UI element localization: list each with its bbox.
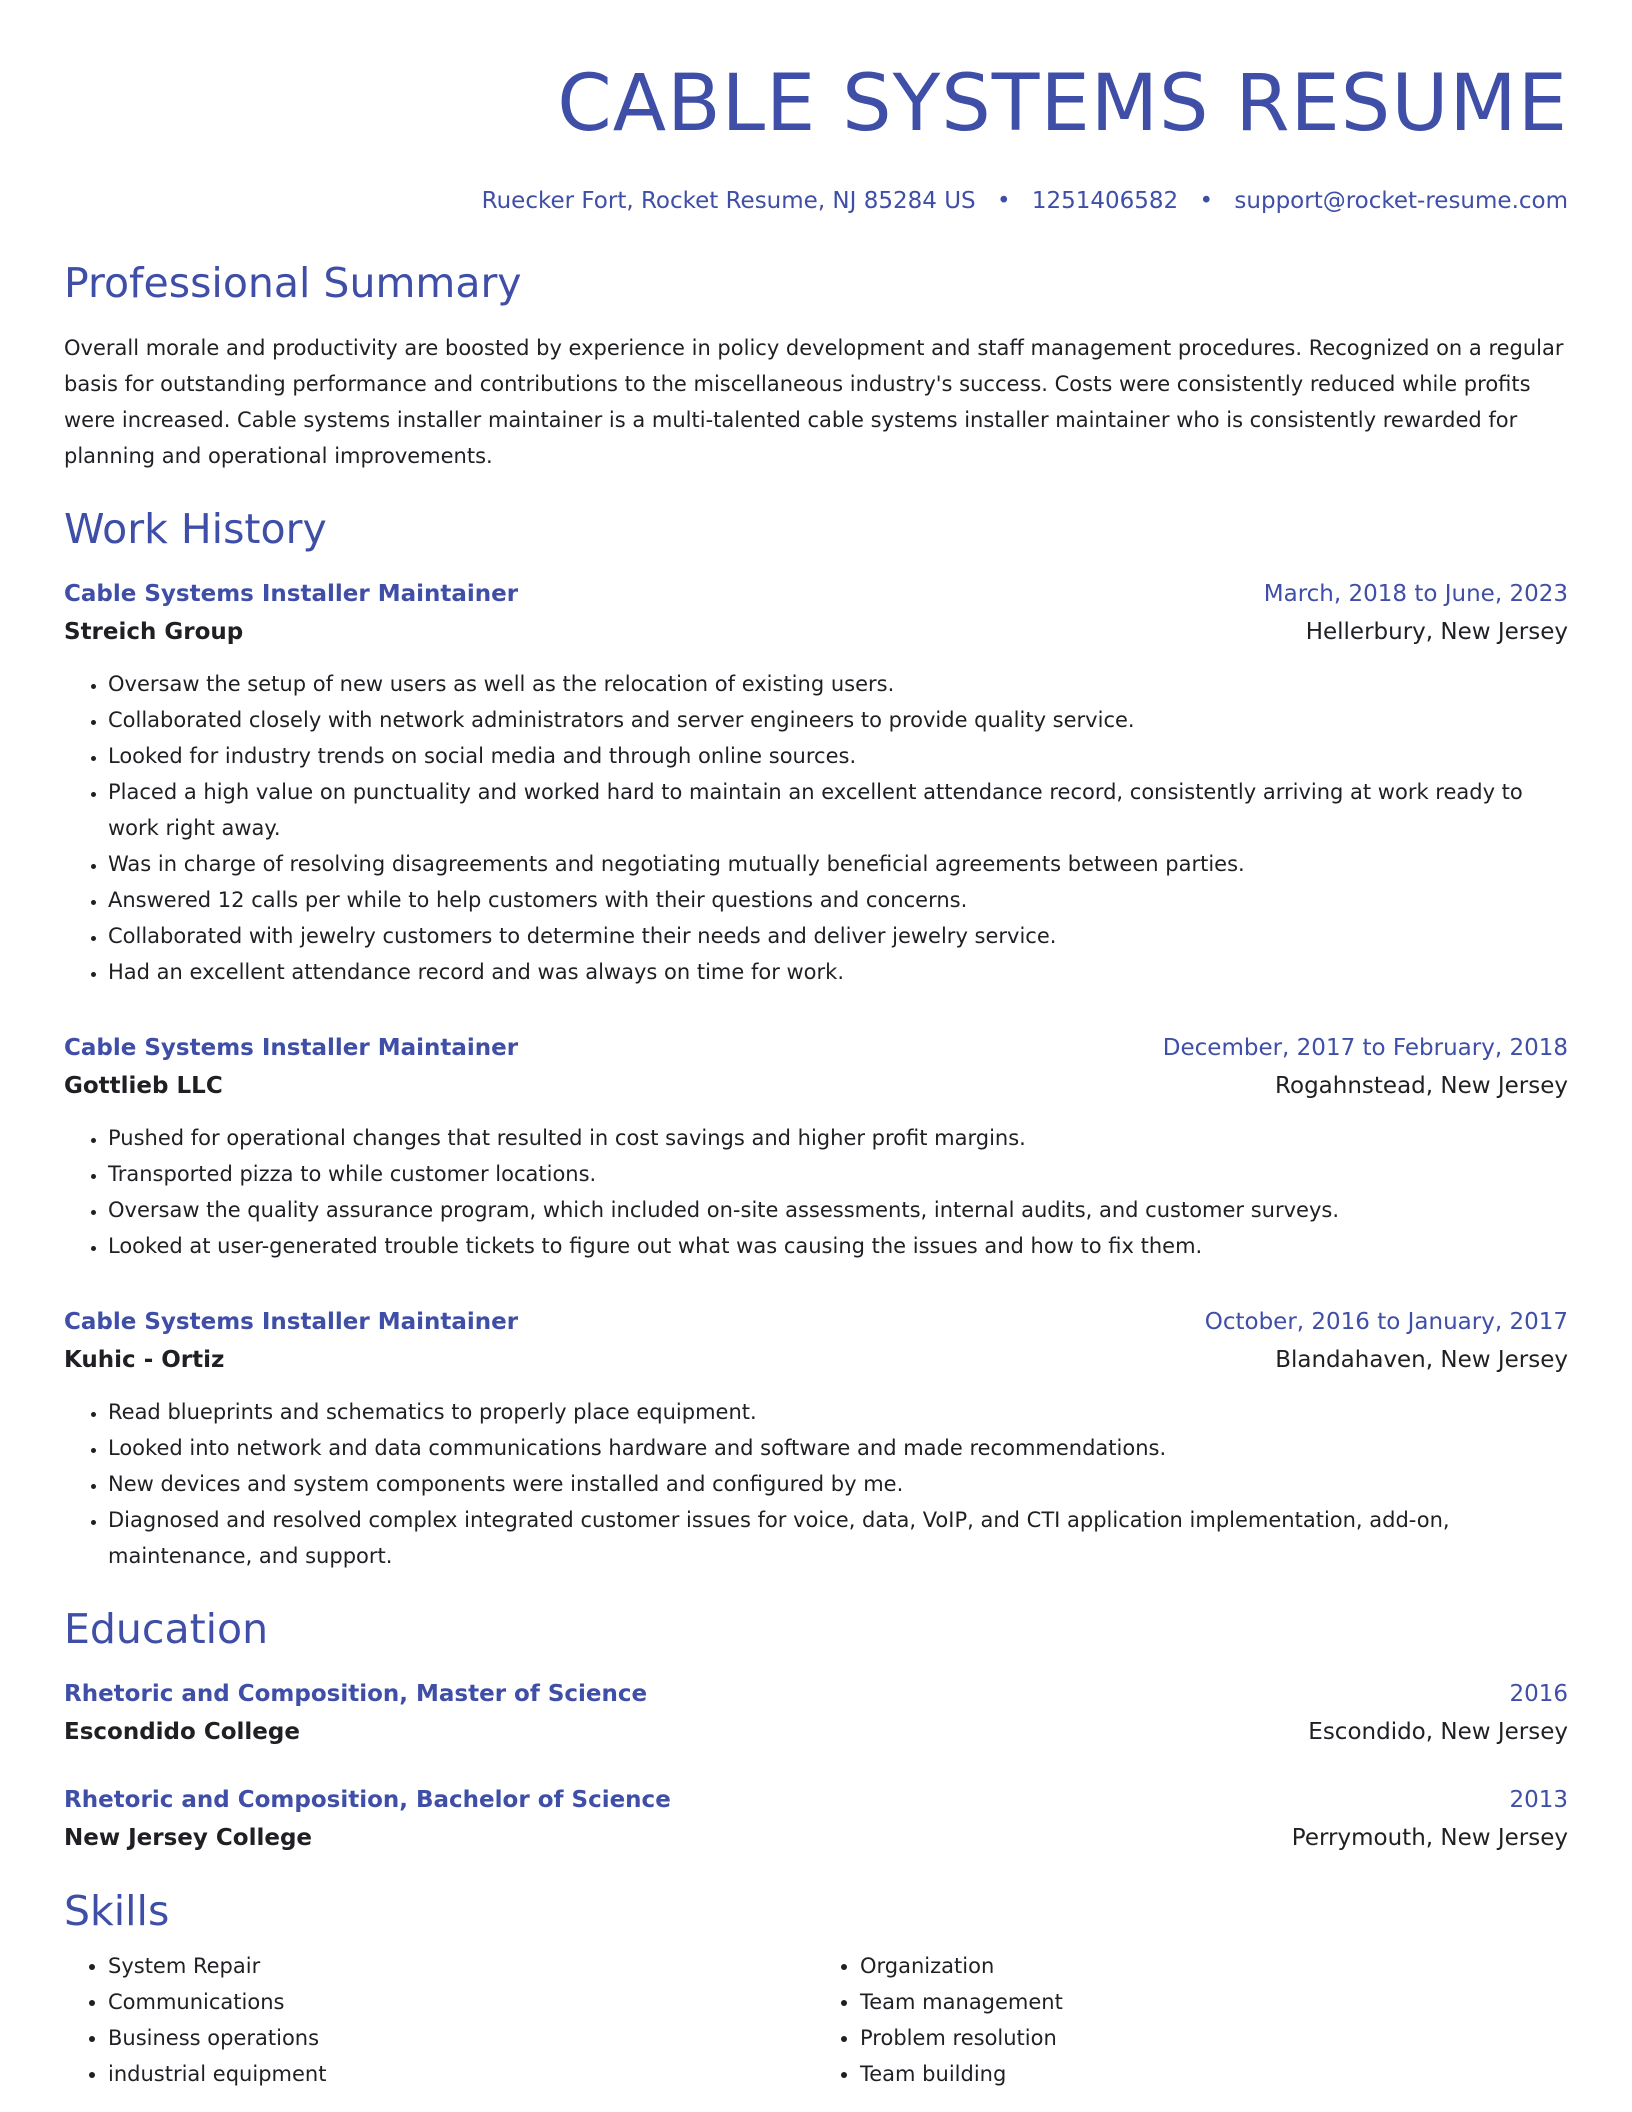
job-bullet: • Collaborated closely with network administrators and server engineers to provide quality service. xyxy=(108,702,1568,738)
job-bullet: • New devices and system components were installed and configured by me. xyxy=(108,1466,1568,1502)
job-bullet: • Looked into network and data communications hardware and software and made recommendations. xyxy=(108,1430,1568,1466)
skills-section xyxy=(64,1886,1568,2092)
job-bullet: • Placed a high value on punctuality and worked hard to maintain an excellent attendance record, consistently arriving at work ready to work right away. xyxy=(108,774,1568,846)
skills-list-right xyxy=(816,1948,1568,2092)
education-school-row xyxy=(64,1712,1568,1752)
company-name: Streich Group xyxy=(64,619,244,645)
skill-item: • Problem resolution xyxy=(860,2020,1568,2056)
school-location: Escondido, New Jersey xyxy=(1308,1719,1568,1745)
skill-item: • Communications xyxy=(108,1984,816,2020)
job-entry xyxy=(64,1030,1568,1264)
email-link[interactable]: support@rocket-resume.com xyxy=(1234,188,1568,214)
work-history-section xyxy=(64,504,1568,1574)
graduation-year: 2016 xyxy=(1509,1681,1568,1707)
job-bullet: • Was in charge of resolving disagreements and negotiating mutually beneficial agreements between parties. xyxy=(108,846,1568,882)
education-entry xyxy=(64,1782,1568,1858)
job-bullet: • Oversaw the setup of new users as well as the relocation of existing users. xyxy=(108,666,1568,702)
school-location: Perrymouth, New Jersey xyxy=(1291,1825,1568,1851)
job-bullet: • Diagnosed and resolved complex integrated customer issues for voice, data, VoIP, and CTI application implementation, add-on, maintenance, and support. xyxy=(108,1502,1568,1574)
resume-name: CABLE SYSTEMS RESUME xyxy=(557,59,1568,149)
job-bullets xyxy=(64,666,1568,990)
phone: 1251406582 xyxy=(1031,188,1179,214)
job-header-row xyxy=(64,1030,1568,1066)
degree: Rhetoric and Composition, Master of Science xyxy=(64,1681,648,1707)
section-title-work-history: Work History xyxy=(64,505,327,553)
job-location: Hellerbury, New Jersey xyxy=(1305,619,1568,645)
education-header-row xyxy=(64,1676,1568,1712)
education-header-row xyxy=(64,1782,1568,1818)
job-title: Cable Systems Installer Maintainer xyxy=(64,581,519,607)
skills-grid xyxy=(64,1948,1568,2092)
education-school-row xyxy=(64,1818,1568,1858)
job-bullet: • Read blueprints and schematics to properly place equipment. xyxy=(108,1394,1568,1430)
job-company-row xyxy=(64,612,1568,652)
job-dates: December, 2017 to February, 2018 xyxy=(1162,1035,1568,1061)
job-bullet: • Collaborated with jewelry customers to determine their needs and deliver jewelry service. xyxy=(108,918,1568,954)
job-header-row xyxy=(64,1304,1568,1340)
job-location: Rogahnstead, New Jersey xyxy=(1275,1073,1568,1099)
job-location: Blandahaven, New Jersey xyxy=(1275,1347,1568,1373)
job-bullet: • Answered 12 calls per while to help customers with their questions and concerns. xyxy=(108,882,1568,918)
degree: Rhetoric and Composition, Bachelor of Science xyxy=(64,1787,671,1813)
separator-dot: • xyxy=(996,188,1011,214)
contact-line xyxy=(64,186,1568,216)
address: Ruecker Fort, Rocket Resume, NJ 85284 US xyxy=(481,188,976,214)
section-title-skills: Skills xyxy=(64,1887,170,1935)
company-name: Kuhic - Ortiz xyxy=(64,1347,225,1373)
graduation-year: 2013 xyxy=(1509,1787,1568,1813)
skill-item: • Business operations xyxy=(108,2020,816,2056)
job-bullet: • Had an excellent attendance record and was always on time for work. xyxy=(108,954,1568,990)
job-bullet: • Pushed for operational changes that resulted in cost savings and higher profit margins. xyxy=(108,1120,1568,1156)
professional-summary-section xyxy=(64,258,1568,474)
skill-item: • Team building xyxy=(860,2056,1568,2092)
school-name: Escondido College xyxy=(64,1719,300,1745)
job-bullet: • Looked at user-generated trouble tickets to figure out what was causing the issues and how to fix them. xyxy=(108,1228,1568,1264)
job-bullet: • Transported pizza to while customer locations. xyxy=(108,1156,1568,1192)
job-bullets xyxy=(64,1120,1568,1264)
job-bullet: • Looked for industry trends on social media and through online sources. xyxy=(108,738,1568,774)
skill-item: • industrial equipment xyxy=(108,2056,816,2092)
company-name: Gottlieb LLC xyxy=(64,1073,223,1099)
separator-dot: • xyxy=(1199,188,1214,214)
job-dates: October, 2016 to January, 2017 xyxy=(1204,1309,1568,1335)
job-company-row xyxy=(64,1340,1568,1380)
job-entry xyxy=(64,1304,1568,1574)
skills-list-left xyxy=(64,1948,816,2092)
job-entry xyxy=(64,576,1568,990)
education-entry xyxy=(64,1676,1568,1752)
job-title: Cable Systems Installer Maintainer xyxy=(64,1309,519,1335)
job-company-row xyxy=(64,1066,1568,1106)
skill-item: • Team management xyxy=(860,1984,1568,2020)
job-dates: March, 2018 to June, 2023 xyxy=(1263,581,1568,607)
job-header-row xyxy=(64,576,1568,612)
job-bullets xyxy=(64,1394,1568,1574)
section-title-education: Education xyxy=(64,1605,269,1653)
resume-header xyxy=(64,0,1568,216)
job-title: Cable Systems Installer Maintainer xyxy=(64,1035,519,1061)
job-bullet: • Oversaw the quality assurance program, which included on-site assessments, internal audits, and customer surveys. xyxy=(108,1192,1568,1228)
school-name: New Jersey College xyxy=(64,1825,313,1851)
summary-text: Overall morale and productivity are boosted by experience in policy development and staff management procedures. Recognized on a regular basis for outstanding performance and contributions to the miscellaneous industry's success. Costs were consistently reduced while profits were increased. Cable systems installer maintainer is a multi-talented cable systems installer maintainer who is consistently rewarded for planning and operational improvements. xyxy=(64,336,1564,468)
section-title-summary: Professional Summary xyxy=(64,259,522,307)
skill-item: • System Repair xyxy=(108,1948,816,1984)
skill-item: • Organization xyxy=(860,1948,1568,1984)
education-section xyxy=(64,1604,1568,1858)
